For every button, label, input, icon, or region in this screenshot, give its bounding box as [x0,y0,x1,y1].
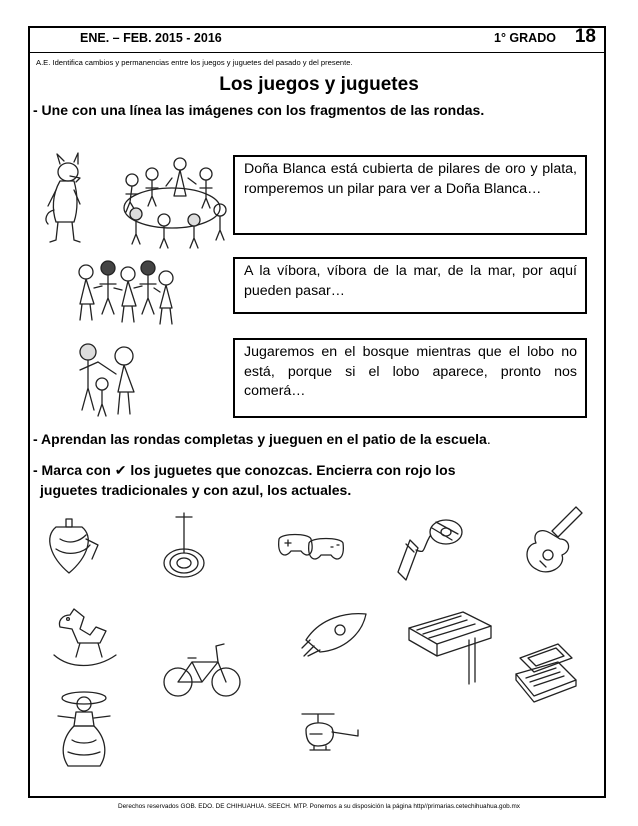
toy-helicopter-image[interactable] [296,708,366,768]
instruction-play-end: . [486,431,491,447]
instruction-toys [33,462,456,479]
instruction-toys-line2: juguetes tradicionales y con azul, los actuales. [40,482,352,498]
ronda-text: Jugaremos en el bosque mientras que el lobo no está, porque si el lobo aparece, pronto nos comerá… [244,344,577,399]
footer-copyright: Derechos reservados GOB. EDO. DE CHIHUAHUA. SEECH. MTP. Ponemos a su disposición la página http//primarias.cetechihuahua.gob.mx [118,803,520,810]
school-period: ENE. – FEB. 2015 - 2016 [80,31,222,45]
game-controllers-image[interactable] [275,525,347,569]
instruction-play [33,431,491,447]
page-title: Los juegos y juguetes [219,74,419,95]
wooden-toy-box-image[interactable] [405,604,497,686]
learning-goal: A.E. Identifica cambios y permanencias entre los juegos y juguetes del pasado y del presente. [36,58,353,67]
ronda-text: A la víbora, víbora de la mar, de la mar, por aquí pueden pasar… [244,263,577,299]
spinning-top-image[interactable] [46,515,104,577]
check-icon: ✔ [114,462,127,478]
ronda-box-dona-blanca[interactable] [233,155,587,235]
instruction-play-text: - Aprendan las rondas completas y jueguen en el patio de la escuela [33,431,487,447]
ronda-box-vibora[interactable] [233,257,587,314]
instruction-toys-prefix: - Marca con [33,462,115,478]
toy-rocket-image[interactable] [300,610,372,658]
children-bridge-game-image[interactable] [70,340,150,420]
wolf-and-children-circle-image[interactable] [40,150,240,250]
bicycle-image[interactable] [162,636,242,700]
grade-label: 1° GRADO [494,31,556,45]
guitar-image[interactable] [522,503,584,583]
cup-and-ball-toy-image[interactable] [392,510,474,586]
page-number: 18 [574,26,596,47]
rocking-horse-image[interactable] [50,605,120,673]
header-divider [28,52,606,53]
ronda-text: Doña Blanca está cubierta de pilares de oro y plata, romperemos un pilar para ver a Doña Blanca… [244,161,577,197]
rag-doll-image[interactable] [48,686,120,770]
instruction-toys-suffix: los juguetes que conozcas. Encierra con rojo los [126,462,456,478]
ronda-box-lobo[interactable] [233,338,587,418]
yoyo-image[interactable] [162,511,210,581]
electronic-learning-toy-image[interactable] [512,640,580,710]
children-snake-game-image[interactable] [68,258,178,330]
instruction-match: - Une con una línea las imágenes con los fragmentos de las rondas. [33,102,485,118]
